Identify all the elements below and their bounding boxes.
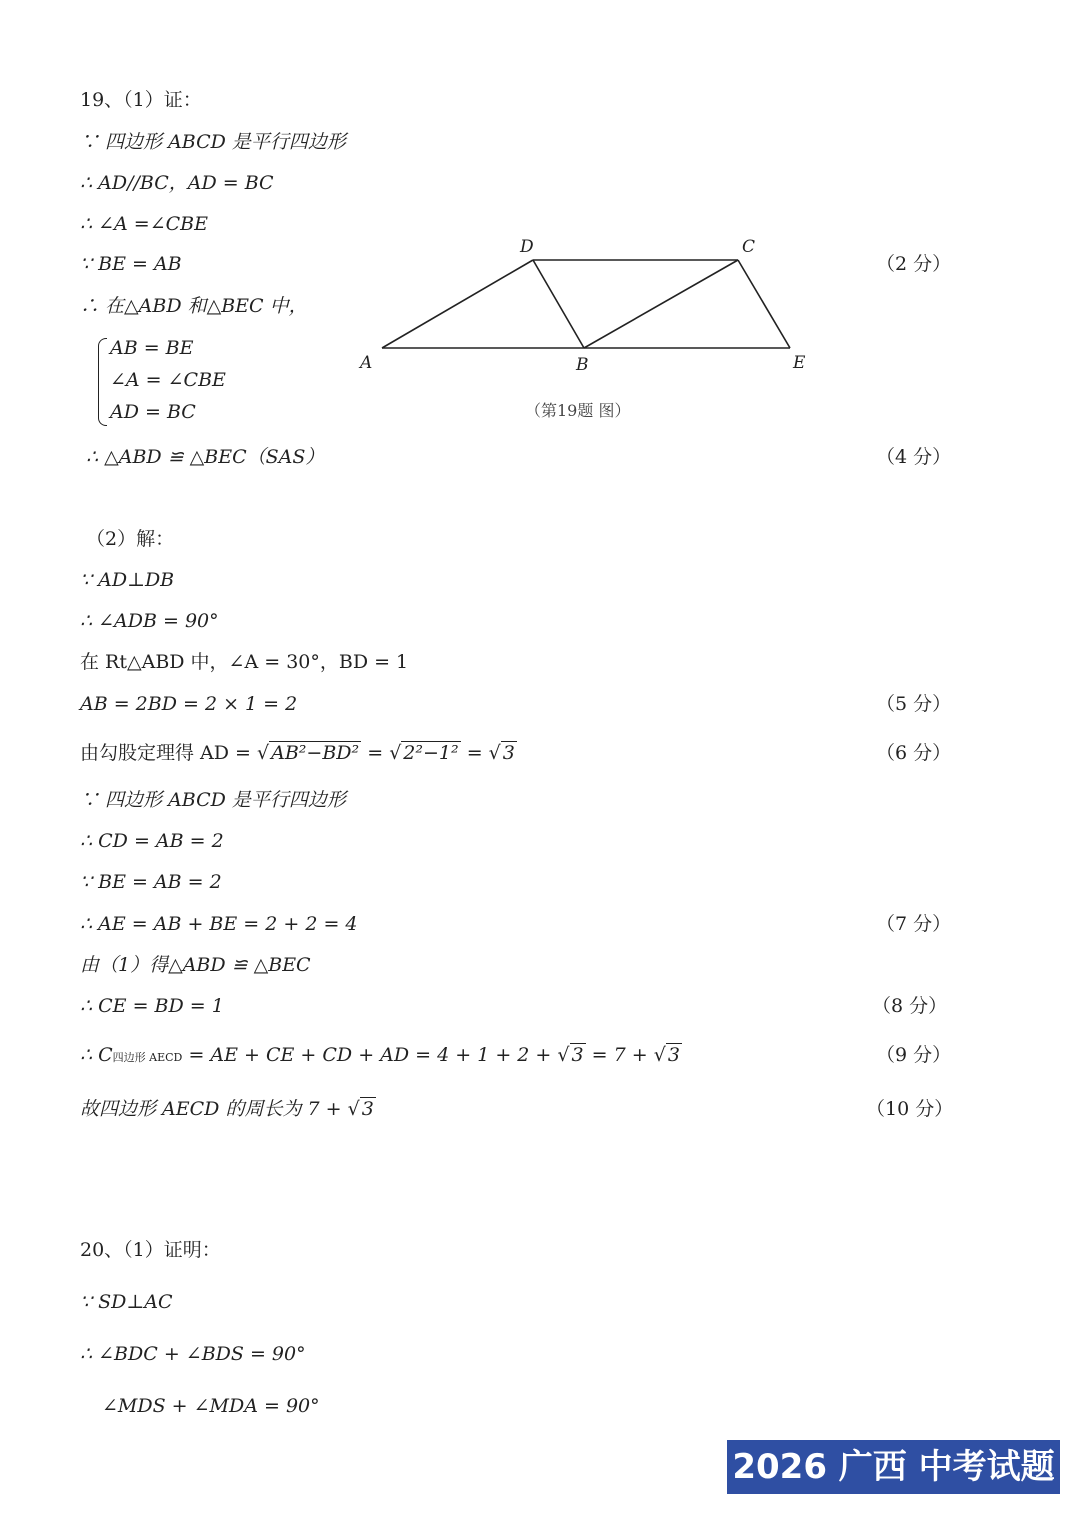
parallelogram-diagram: [350, 228, 820, 388]
q19-line-4: ∵ BE = AB: [80, 253, 182, 275]
score-6: （6 分）: [876, 742, 952, 764]
part2-line-3: 在 Rt△ABD 中，∠A = 30°，BD = 1: [80, 651, 409, 673]
radicand-2: 2²−1²: [403, 742, 459, 764]
q19-line-1: ∵ 四边形 ABCD 是平行四边形: [80, 131, 346, 153]
score-4: （4 分）: [876, 446, 952, 468]
q19-line-5: ∴ 在△ABD 和△BEC 中，: [80, 295, 308, 317]
radicand-4: 3: [571, 1044, 584, 1066]
q19-conclusion: ∴ △ABD ≌ △BEC（SAS）: [86, 446, 325, 468]
perimeter-line: [80, 1043, 682, 1070]
radicand-1: AB²−BD²: [271, 742, 360, 764]
q20-heading: 20、（1）证明：: [80, 1239, 221, 1261]
label-B: B: [576, 355, 589, 375]
score-2: （2 分）: [876, 253, 952, 275]
figure-caption: （第19题 图）: [525, 401, 631, 420]
q19-line-3: ∴ ∠A =∠CBE: [80, 213, 209, 235]
line-BC: [584, 260, 738, 348]
system-eq-3: AD = BC: [110, 401, 196, 423]
part2-line-7: ∴ CD = AB = 2: [80, 830, 224, 852]
part2-line-10: 由（1）得△ABD ≌ △BEC: [80, 954, 311, 976]
final-answer-line: [80, 1097, 376, 1121]
sqrt-3-b: √ 3: [653, 1044, 680, 1066]
part2-line-2: ∴ ∠ADB = 90°: [80, 610, 219, 632]
score-10: （10 分）: [866, 1098, 954, 1120]
label-D: D: [520, 237, 534, 257]
label-C: C: [742, 237, 756, 257]
q20-line-1: ∵ SD⊥AC: [80, 1291, 173, 1313]
perimeter-subscript: 四边形 AECD: [112, 1051, 183, 1064]
part2-line-9: ∴ AE = AB + BE = 2 + 2 = 4: [80, 913, 358, 935]
final-answer-text: 故四边形 AECD 的周长为 7 +: [80, 1098, 342, 1120]
score-9: （9 分）: [876, 1044, 952, 1066]
line-CE: [738, 260, 790, 348]
sqrt-ab-bd: √ AB²−BD²: [257, 742, 360, 764]
sqrt-3: √ 3: [488, 742, 515, 764]
perimeter-sum: = AE + CE + CD + AD = 4 + 1 + 2 +: [188, 1044, 552, 1066]
q20-line-3: ∠MDS + ∠MDA = 90°: [102, 1395, 320, 1417]
radicand-6: 3: [361, 1098, 374, 1120]
line-AD: [382, 260, 533, 348]
sqrt-3-a: √ 3: [557, 1044, 584, 1066]
part2-heading: （2）解：: [86, 528, 175, 550]
part2-line-11: ∴ CE = BD = 1: [80, 995, 224, 1017]
perimeter-result: = 7 +: [591, 1044, 648, 1066]
q19-heading: 19、（1）证：: [80, 89, 202, 111]
label-A: A: [360, 353, 373, 373]
score-8: （8 分）: [872, 995, 948, 1017]
system-eq-2: ∠A = ∠CBE: [110, 369, 226, 391]
part2-line-4: AB = 2BD = 2 × 1 = 2: [80, 693, 298, 715]
score-5: （5 分）: [876, 693, 952, 715]
exam-banner: 2026 广西 中考试题: [727, 1440, 1060, 1494]
pythagoras-text: 由勾股定理得 AD =: [80, 742, 251, 764]
q19-line-2: ∴ AD//BC，AD = BC: [80, 172, 274, 194]
line-DB: [533, 260, 584, 348]
geometry-figure: [350, 228, 820, 392]
radicand-3: 3: [502, 742, 515, 764]
system-eq-1: AB = BE: [110, 337, 194, 359]
pythagoras-line: 由勾股定理得 AD = √ AB²−BD² = √ 2²−1² = √ 3: [80, 742, 515, 764]
system-brace: [98, 338, 107, 426]
perimeter-c: ∴ C: [80, 1044, 113, 1066]
part2-line-1: ∵ AD⊥DB: [80, 569, 175, 591]
score-7: （7 分）: [876, 913, 952, 935]
sqrt-2-1: √ 2²−1²: [389, 742, 459, 764]
q20-line-2: ∴ ∠BDC + ∠BDS = 90°: [80, 1343, 306, 1365]
sqrt-3-c: √ 3: [347, 1098, 374, 1120]
part2-line-8: ∵ BE = AB = 2: [80, 871, 222, 893]
label-E: E: [793, 353, 806, 373]
radicand-5: 3: [667, 1044, 680, 1066]
part2-line-6: ∵ 四边形 ABCD 是平行四边形: [80, 789, 346, 811]
